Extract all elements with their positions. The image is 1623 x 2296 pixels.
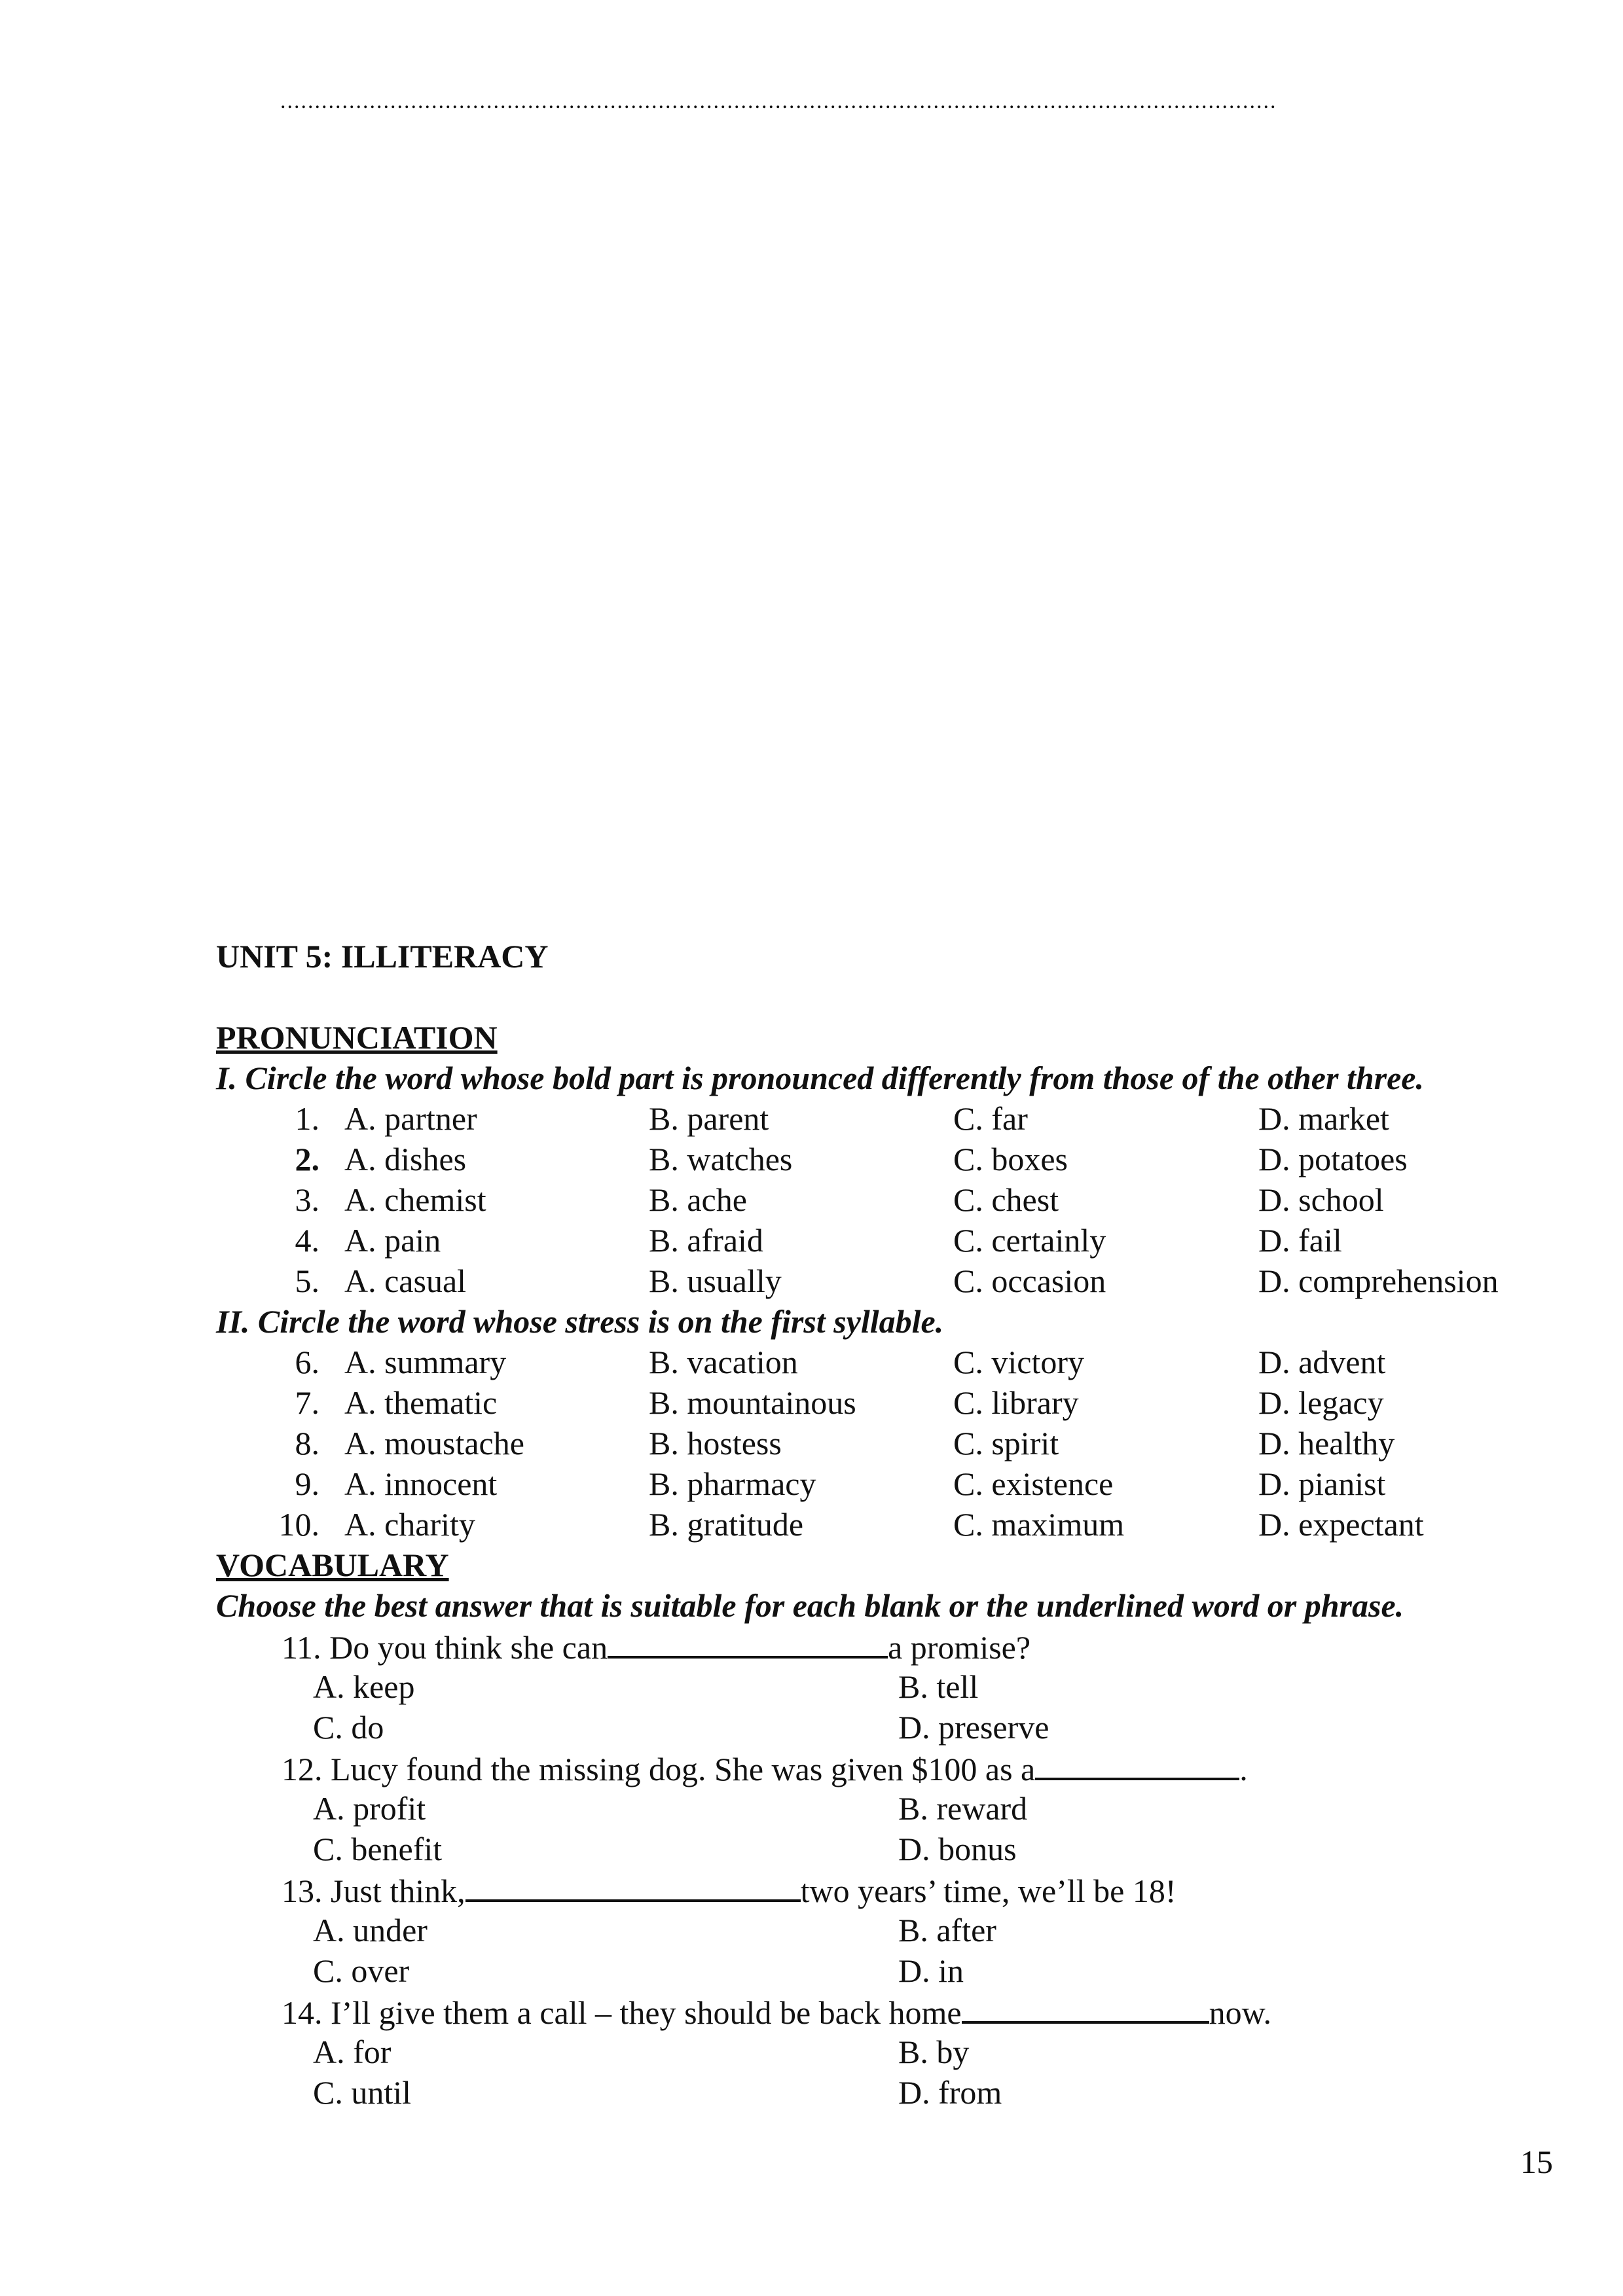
option-d: D. in bbox=[898, 1952, 964, 1989]
unit-title: UNIT 5: ILLITERACY bbox=[216, 938, 549, 975]
item-number: 5. bbox=[295, 1263, 319, 1299]
vocabulary-instruction: Choose the best answer that is suitable for each blank or the underlined word or phrase. bbox=[216, 1587, 1404, 1624]
option-a: A. under bbox=[313, 1912, 428, 1948]
option-d: D. advent bbox=[1258, 1344, 1386, 1380]
item-number: 3. bbox=[295, 1181, 319, 1218]
answer-options bbox=[216, 1829, 1591, 1869]
pronunciation-item bbox=[216, 1261, 1591, 1301]
option-b: B. afraid bbox=[649, 1222, 763, 1259]
option-c: C. do bbox=[313, 1709, 384, 1746]
option-c: C. until bbox=[313, 2074, 412, 2111]
answer-blank[interactable] bbox=[962, 1991, 1209, 2024]
option-b: B. pharmacy bbox=[649, 1465, 816, 1502]
item-number: 4. bbox=[295, 1222, 319, 1259]
answer-blank[interactable] bbox=[608, 1626, 888, 1659]
answer-options bbox=[216, 1707, 1591, 1748]
answer-options bbox=[216, 2032, 1591, 2072]
item-number: 10. bbox=[278, 1506, 319, 1543]
stress-item bbox=[216, 1423, 1591, 1463]
item-number: 1. bbox=[295, 1100, 319, 1137]
option-a: A. dishes bbox=[344, 1141, 467, 1177]
option-a: A. keep bbox=[313, 1668, 415, 1705]
option-d: D. school bbox=[1258, 1181, 1384, 1218]
stress-item bbox=[216, 1342, 1591, 1382]
pronunciation-instruction-1: I. Circle the word whose bold part is pronounced differently from those of the other three. bbox=[216, 1060, 1424, 1096]
page-number: 15 bbox=[1520, 2144, 1553, 2180]
option-d: D. market bbox=[1258, 1100, 1389, 1137]
pronunciation-item bbox=[216, 1179, 1591, 1220]
option-c: C. spirit bbox=[953, 1425, 1059, 1462]
answer-blank[interactable] bbox=[465, 1869, 801, 1902]
option-a: A. for bbox=[313, 2034, 392, 2070]
option-b: B. watches bbox=[649, 1141, 793, 1177]
option-b: B. ache bbox=[649, 1181, 747, 1218]
vocabulary-heading: VOCABULARY bbox=[216, 1547, 449, 1583]
pronunciation-item bbox=[216, 1098, 1591, 1139]
question-text: 14. I’ll give them a call – they should be back home bbox=[282, 1994, 962, 2031]
option-c: C. existence bbox=[953, 1465, 1114, 1502]
answer-options bbox=[216, 1666, 1591, 1707]
option-a: A. chemist bbox=[344, 1181, 486, 1218]
stress-item bbox=[216, 1463, 1591, 1504]
option-d: D. preserve bbox=[898, 1709, 1049, 1746]
option-b: B. tell bbox=[898, 1668, 979, 1705]
option-d: D. pianist bbox=[1258, 1465, 1386, 1502]
option-b: B. by bbox=[898, 2034, 970, 2070]
answer-options bbox=[216, 2072, 1591, 2113]
item-number: 8. bbox=[295, 1425, 319, 1462]
spacer bbox=[216, 977, 1591, 1017]
option-a: A. charity bbox=[344, 1506, 475, 1543]
question-text-end: two years’ time, we’ll be 18! bbox=[800, 1873, 1176, 1909]
question-text-end: . bbox=[1239, 1751, 1248, 1787]
worksheet bbox=[216, 936, 1591, 2113]
option-c: C. far bbox=[953, 1100, 1028, 1137]
option-a: A. thematic bbox=[344, 1384, 498, 1421]
option-c: C. occasion bbox=[953, 1263, 1106, 1299]
option-d: D. expectant bbox=[1258, 1506, 1424, 1543]
pronunciation-heading: PRONUNCIATION bbox=[216, 1019, 498, 1056]
option-c: C. chest bbox=[953, 1181, 1059, 1218]
option-d: D. legacy bbox=[1258, 1384, 1384, 1421]
answer-options bbox=[216, 1950, 1591, 1991]
question-text-end: a promise? bbox=[888, 1629, 1031, 1666]
answer-blank[interactable] bbox=[1035, 1748, 1239, 1780]
option-c: C. boxes bbox=[953, 1141, 1068, 1177]
option-d: D. fail bbox=[1258, 1222, 1342, 1259]
option-b: B. parent bbox=[649, 1100, 769, 1137]
option-a: A. moustache bbox=[344, 1425, 524, 1462]
question-stem bbox=[216, 1869, 1591, 1910]
option-d: D. from bbox=[898, 2074, 1002, 2111]
option-b: B. mountainous bbox=[649, 1384, 856, 1421]
question-stem bbox=[216, 1991, 1591, 2032]
option-b: B. hostess bbox=[649, 1425, 782, 1462]
stress-item bbox=[216, 1504, 1591, 1545]
item-number: 2. bbox=[295, 1141, 319, 1177]
option-c: C. library bbox=[953, 1384, 1079, 1421]
option-d: D. potatoes bbox=[1258, 1141, 1408, 1177]
option-a: A. innocent bbox=[344, 1465, 498, 1502]
pronunciation-item bbox=[216, 1139, 1591, 1179]
option-a: A. summary bbox=[344, 1344, 507, 1380]
option-c: C. certainly bbox=[953, 1222, 1106, 1259]
stress-item bbox=[216, 1382, 1591, 1423]
question-text-end: now. bbox=[1209, 1994, 1271, 2031]
option-d: D. bonus bbox=[898, 1831, 1017, 1867]
option-a: A. partner bbox=[344, 1100, 477, 1137]
question-stem bbox=[216, 1748, 1591, 1788]
option-a: A. casual bbox=[344, 1263, 467, 1299]
option-d: D. healthy bbox=[1258, 1425, 1395, 1462]
question-text: 12. Lucy found the missing dog. She was given $100 as a bbox=[282, 1751, 1036, 1787]
pronunciation-instruction-2: II. Circle the word whose stress is on the first syllable. bbox=[216, 1303, 944, 1340]
item-number: 9. bbox=[295, 1465, 319, 1502]
option-b: B. usually bbox=[649, 1263, 782, 1299]
option-a: A. pain bbox=[344, 1222, 441, 1259]
question-stem bbox=[216, 1626, 1591, 1666]
option-b: B. gratitude bbox=[649, 1506, 804, 1543]
option-c: C. maximum bbox=[953, 1506, 1125, 1543]
option-a: A. profit bbox=[313, 1790, 426, 1827]
question-text: 11. Do you think she can bbox=[282, 1629, 608, 1666]
option-d: D. comprehension bbox=[1258, 1263, 1499, 1299]
option-c: C. benefit bbox=[313, 1831, 443, 1867]
item-number: 6. bbox=[295, 1344, 319, 1380]
dotted-line: ................................................................................................................................................. bbox=[280, 92, 1277, 111]
question-text: 13. Just think, bbox=[282, 1873, 465, 1909]
option-b: B. vacation bbox=[649, 1344, 798, 1380]
option-c: C. over bbox=[313, 1952, 410, 1989]
answer-options bbox=[216, 1788, 1591, 1829]
item-number: 7. bbox=[295, 1384, 319, 1421]
option-c: C. victory bbox=[953, 1344, 1084, 1380]
pronunciation-item bbox=[216, 1220, 1591, 1261]
option-b: B. reward bbox=[898, 1790, 1028, 1827]
answer-options bbox=[216, 1910, 1591, 1950]
option-b: B. after bbox=[898, 1912, 996, 1948]
